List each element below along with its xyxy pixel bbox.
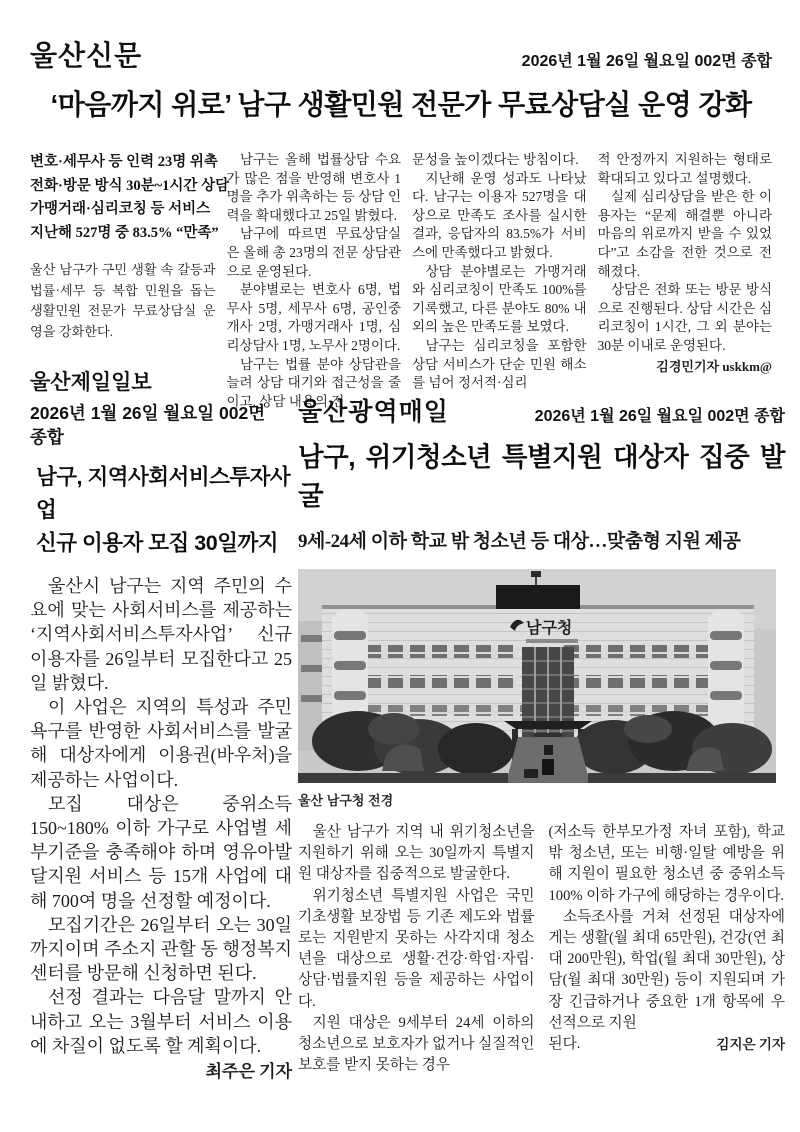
paragraph: 모집기간은 26일부터 오는 30일까지이며 주소지 관할 동 행정복지센터를 방문해 신청하면 된다. xyxy=(30,914,292,984)
article1-headline: ‘마음까지 위로’ 남구 생활민원 전문가 무료상담실 운영 강화 xyxy=(50,89,752,120)
paragraph: 위기청소년 특별지원 사업은 국민기초생활 보장법 등 기존 제도와 법률로는 지원받지 못하는 사각지대 청소년을 대상으로 생활·건강·학업·자립·상담·법률지원 등을 제공하는 사업이다. xyxy=(298,887,535,1010)
article2-byline: 최주은 기자 xyxy=(205,1062,292,1082)
paragraph: 지난해 운영 성과도 나타났다. 남구는 이용자 527명을 대상으로 만족도 조사를 실시한 결과, 응답자의 83.5%가 서비스에 만족했다고 밝혔다. xyxy=(412,170,587,260)
photo-sign-text: 남구청 xyxy=(526,620,573,637)
newspaper-name: 울산광역매일 xyxy=(298,398,449,426)
article3-byline: 김지은 기자 xyxy=(716,1037,785,1053)
dateline: 2026년 1월 26일 월요일 002면 종합 xyxy=(521,53,772,70)
paragraph: 울산시 남구는 지역 주민의 수요에 맞는 사회서비스를 제공하는 ‘지역사회서비스투자사업’ 신규 이용자를 26일부터 모집한다고 25일 밝혔다. xyxy=(30,576,292,693)
last-word: 된다. xyxy=(548,1036,581,1053)
paragraph: 남구는 올해 법률상담 수요가 많은 점을 반영해 변호사 1명을 추가 위촉하는 등 상담 인력을 확대했다고 25일 밝혔다. xyxy=(226,152,401,223)
article-ulsan-shinmun xyxy=(30,34,772,411)
article2-body xyxy=(30,574,292,1084)
summary-line: 가맹거래·심리코칭 등 서비스 xyxy=(30,201,211,217)
newspaper-name: 울산제일일보 xyxy=(30,371,152,394)
dateline: 2026년 1월 26일 월요일 002면 종합 xyxy=(30,403,266,447)
paragraph: 지원 대상은 9세부터 24세 이하의 청소년으로 보호자가 없거나 실질적인 보호를 받지 못하는 경우 xyxy=(298,1014,535,1074)
article1-header xyxy=(30,34,772,74)
paragraph: 남구는 심리코칭을 포함한 상담 서비스가 단순 민원 해소를 넘어 정서적·심리 xyxy=(412,337,587,391)
article3-subhead: 9세-24세 이하 학교 밖 청소년 등 대상…맞춤형 지원 제공 xyxy=(298,531,741,552)
paragraph: 모집 대상은 중위소득 150~180% 이하 가구로 사업별 세부기준을 충족해야 하며 영유아발달지원 서비스 등 15개 사업에 대해 700여 명을 선정할 예정이다. xyxy=(30,793,292,911)
paragraph: 상담 분야별로는 가맹거래와 심리코칭이 만족도 100%를 기록했고, 다른 분야도 80% 내외의 높은 만족도를 보였다. xyxy=(412,263,587,335)
article-ulsan-gwangyeok-maeil xyxy=(298,392,785,1076)
summary-line: 전화·방문 방식 30분~1시간 상담 xyxy=(30,177,230,194)
article1-byline: 김경민기자 uskkm@ xyxy=(656,358,772,374)
article3-column-1 xyxy=(298,822,535,1076)
summary-line: 지난해 527명 중 83.5% “만족” xyxy=(30,224,219,241)
paragraph: 소득조사를 거쳐 선정된 대상자에게는 생활(월 최대 65만원), 건강(연 최대 200만원), 학업(월 최대 30만원), 상담(월 최대 30만원) 등이 지원되며 가장 긴급하거나 중요한 1개 항목에 우선적으로 지원 xyxy=(548,908,785,1031)
paragraph: 상담은 전화 또는 방문 방식으로 진행된다. 상담 시간은 심리코칭이 1시간, 그 외 분야는 30분 이내로 운영된다. xyxy=(597,282,772,353)
article1-column-4 xyxy=(598,151,773,411)
dateline: 2026년 1월 26일 월요일 002면 종합 xyxy=(534,408,785,425)
article1-column-3 xyxy=(412,151,587,411)
article2-headline xyxy=(30,461,292,560)
article3-column-2 xyxy=(549,822,786,1076)
headline-line-1: 남구, 지역사회서비스투자사업 xyxy=(36,465,291,522)
newspaper-name: 울산신문 xyxy=(30,40,143,71)
article3-headline: 남구, 위기청소년 특별지원 대상자 집중 발굴 xyxy=(298,442,785,511)
article3-last-line xyxy=(549,1034,786,1055)
paragraph: 문성을 높이겠다는 방침이다. xyxy=(412,152,579,167)
paragraph: 울산 남구가 지역 내 위기청소년을 지원하기 위해 오는 30일까지 특별지원 대상자를 집중적으로 발굴한다. xyxy=(298,824,535,883)
paragraph: 실제 심리상담을 받은 한 이용자는 “문제 해결뿐 아니라 마음의 위로까지 받을 수 있었다”고 소감을 전한 것으로 전해졌다. xyxy=(597,189,772,279)
paragraph: 분야별로는 변호사 6명, 법무사 5명, 세무사 6명, 공인중개사 2명, 가맹거래사 1명, 심리상담사 1명, 노무사 2명이다. xyxy=(226,282,401,353)
photo-caption: 울산 남구청 전경 xyxy=(298,793,394,808)
headline-line-2: 신규 이용자 모집 30일까지 xyxy=(36,531,279,555)
paragraph: 선정 결과는 다음달 말까지 안내하고 오는 3월부터 서비스 이용에 차질이 없도록 할 계획이다. xyxy=(30,987,292,1056)
summary-line: 변호·세무사 등 인력 23명 위촉 xyxy=(30,154,218,170)
article3-header xyxy=(298,392,785,428)
article-ulsan-jeil-ilbo xyxy=(30,366,292,1084)
photo-roof-sign xyxy=(496,585,580,609)
paragraph: 적 안정까지 지원하는 형태로 확대되고 있다고 설명했다. xyxy=(597,152,772,186)
paragraph: 이 사업은 지역의 특성과 주민 욕구를 반영한 사회서비스를 발굴해 대상자에게 이용권(바우처)을 제공하는 사업이다. xyxy=(30,697,292,790)
paragraph: 남구에 따르면 무료상담실은 올해 총 23명의 전문 상담관으로 운영된다. xyxy=(226,226,401,279)
article1-lede: 울산 남구가 구민 생활 속 갈등과 법률·세무 등 복합 민원을 돕는 생활민원 전문가 무료상담실 운영을 강화한다. xyxy=(30,262,216,339)
article3-body xyxy=(298,822,785,1076)
paragraph: (저소득 한부모가정 자녀 포함), 학교 밖 청소년, 또는 비행·일탈 예방을 위해 지원이 필요한 청소년 중 중위소득 100% 이하 가구에 해당하는 경우이다. xyxy=(548,824,785,904)
paragraph: 남구는 법률 분야 상담관을 늘려 상담 대기와 접근성을 줄이고, 상담 내용의 전 xyxy=(226,356,401,409)
namgu-office-photo xyxy=(298,569,776,783)
